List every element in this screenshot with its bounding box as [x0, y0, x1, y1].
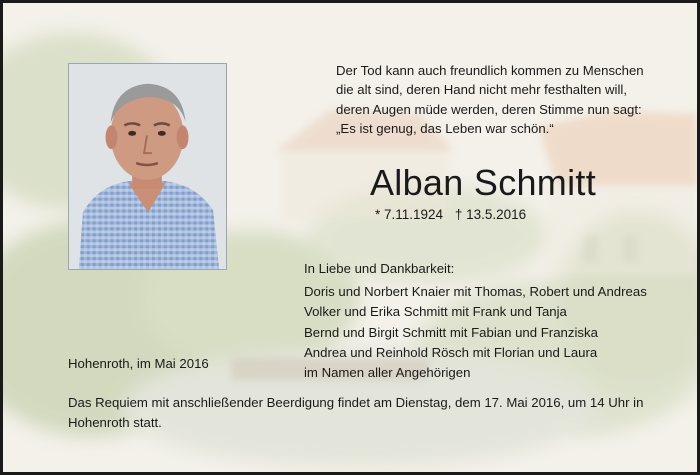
mourner-line: Andrea und Reinhold Rösch mit Florian und Laura — [304, 344, 598, 360]
quote-line: die alt sind, deren Hand nicht mehr festhalten will, — [336, 82, 628, 98]
mourner-line: Bernd und Birgit Schmitt mit Fabian und Franziska — [304, 324, 598, 340]
place-date: Hohenroth, im Mai 2016 — [68, 356, 209, 371]
mourners-block — [304, 259, 647, 383]
birth-date: * 7.11.1924 — [375, 207, 444, 222]
funeral-notice — [68, 393, 648, 432]
quote-block — [336, 61, 656, 138]
deceased-name: Alban Schmitt — [370, 162, 596, 203]
quote-line: deren Augen müde werden, deren Stimme nun sagt: — [336, 101, 642, 117]
life-dates — [375, 207, 534, 222]
portrait-photo — [68, 63, 227, 270]
quote-line: Der Tod kann auch freundlich kommen zu Menschen — [336, 63, 644, 78]
portrait-image — [69, 64, 226, 269]
mourner-line: Doris und Norbert Knaier mit Thomas, Robert und Andreas — [304, 284, 647, 300]
mourner-line: Volker und Erika Schmitt mit Frank und Tanja — [304, 304, 567, 320]
mourners-intro: In Liebe und Dankbarkeit: — [304, 261, 455, 276]
death-date: † 13.5.2016 — [454, 207, 527, 222]
mourner-line: im Namen aller Angehörigen — [304, 365, 471, 381]
quote-line: „Es ist genug, das Leben war schön.“ — [336, 120, 554, 136]
notice-line: Das Requiem mit anschließender Beerdigung findet am Dienstag, dem 17. Mai 2016, um 14 Uhr in — [68, 395, 644, 410]
notice-line: Hohenroth statt. — [68, 414, 162, 430]
